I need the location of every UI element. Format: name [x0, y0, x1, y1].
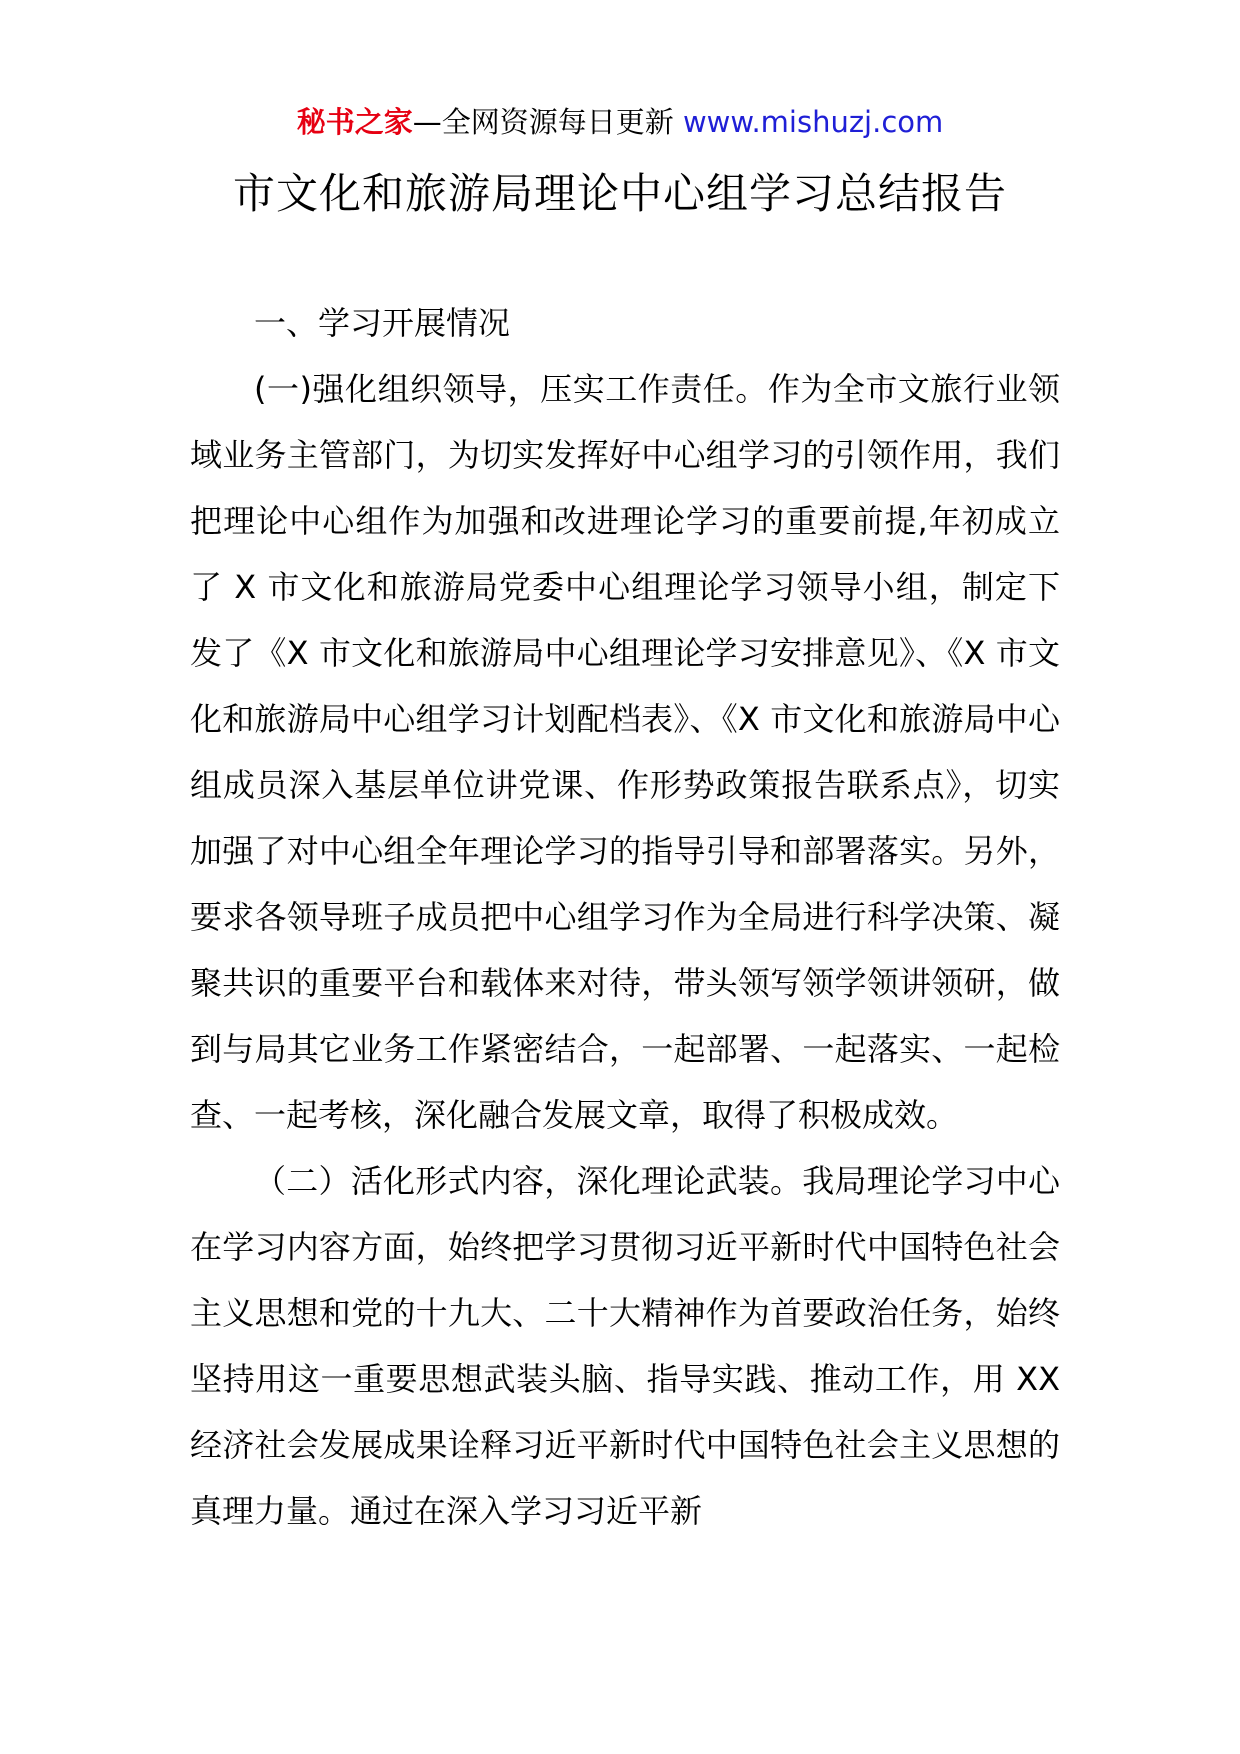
- paragraph-2: （二）活化形式内容，深化理论武装。我局理论学习中心在学习内容方面，始终把学习贯彻习近平新时代中国特色社会主义思想和党的十九大、二十大精神作为首要政治任务，始终坚持用这一重要思想武装头脑、指导实践、推动工作，用 XX 经济社会发展成果诠释习近平新时代中国特色社会主义思想的真理力量。通过在深入学习习近平新: [190, 1162, 1060, 1530]
- site-tagline: —全网资源每日更新: [412, 105, 683, 139]
- paragraph-1: (一)强化组织领导，压实工作责任。作为全市文旅行业领域业务主管部门，为切实发挥好中心组学习的引领作用，我们把理论中心组作为加强和改进理论学习的重要前提,年初成立了 X 市文化和旅游局党委中心组理论学习领导小组，制定下发了《X 市文化和旅游局中心组理论学习安排意见》、《X 市文化和旅游局中心组学习计划配档表》、《X 市文化和旅游局中心组成员深入基层单位讲党课、作形势政策报告联系点》，切实加强了对中心组全年理论学习的指导引导和部署落实。另外，要求各领导班子成员把中心组学习作为全局进行科学决策、凝聚共识的重要平台和载体来对待，带头领写领学领讲领研，做到与局其它业务工作紧密结合，一起部署、一起落实、一起检查、一起考核，深化融合发展文章，取得了积极成效。: [190, 370, 1060, 1134]
- document-title: 市文化和旅游局理论中心组学习总结报告: [232, 169, 1007, 218]
- site-brand: 秘书之家: [296, 105, 413, 139]
- site-url-link[interactable]: www.mishuzj.com: [682, 105, 944, 139]
- document-body: [190, 290, 1060, 1544]
- site-header: [0, 100, 1240, 144]
- section-heading: 一、学习开展情况: [254, 304, 511, 342]
